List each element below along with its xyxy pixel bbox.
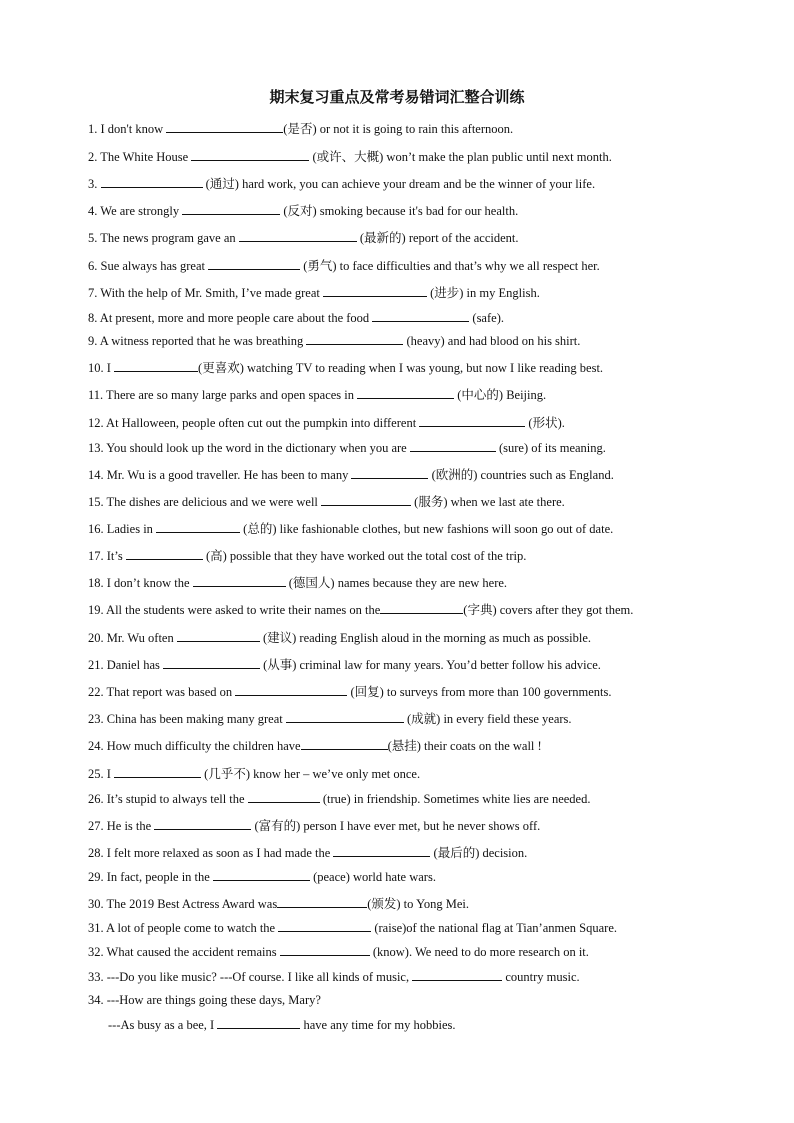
question-text-before: 9. A witness reported that he was breathing [88,334,307,348]
question-28 [88,843,527,861]
question-text-after: (回复) to surveys from more than 100 governments. [347,685,612,699]
answer-blank[interactable] [286,711,404,723]
question-5 [88,228,519,246]
question-text-before: 17. It’s [88,549,126,563]
answer-blank[interactable] [163,657,260,669]
question-text-after: (反对) smoking because it's bad for our health. [280,204,519,218]
question-text-after: (中心的) Beijing. [454,388,547,402]
question-text-after: (safe). [469,311,504,325]
question-text-before: 34. ---How are things going these days, Mary? [88,993,321,1007]
answer-blank[interactable] [351,467,428,479]
question-text-before: 30. The 2019 Best Actress Award was [88,897,278,911]
question-text-after: country music. [502,970,580,984]
question-18 [88,573,507,591]
question-text-before: 2. The White House [88,150,192,164]
question-text-after: (peace) world hate wars. [309,870,436,884]
question-text-before: 27. He is the [88,819,155,833]
question-text-before: 14. Mr. Wu is a good traveller. He has been to many [88,468,352,482]
answer-blank[interactable] [323,285,427,297]
question-text-after: (建议) reading English aloud in the morning as much as possible. [259,631,592,645]
answer-blank[interactable] [278,920,371,932]
question-27 [88,816,540,834]
question-text-after: (颁发) to Yong Mei. [367,897,469,911]
question-text-before: 33. ---Do you like music? ---Of course. I like all kinds of music, [88,970,413,984]
answer-blank[interactable] [248,791,320,803]
question-text-before: 15. The dishes are delicious and we were well [88,495,322,509]
question-text-after: (总的) like fashionable clothes, but new fashions will soon go out of date. [240,522,614,536]
question-1 [88,119,513,137]
question-text-before: 7. With the help of Mr. Smith, I’ve made great [88,286,323,300]
question-24 [88,736,542,754]
answer-blank[interactable] [239,230,357,242]
question-17 [88,546,526,564]
question-14 [88,465,614,483]
question-text-after: (勇气) to face difficulties and that’s why we all respect her. [300,259,600,273]
question-25 [88,764,420,782]
question-text-before: 29. In fact, people in the [88,870,213,884]
question-7 [88,283,540,301]
question-19 [88,600,633,618]
answer-blank[interactable] [154,818,251,830]
question-text-after: (know). We need to do more research on it. [369,945,589,959]
question-33 [88,969,580,985]
question-text-before: 13. You should look up the word in the dictionary when you are [88,441,410,455]
question-text-before: 23. China has been making many great [88,712,286,726]
question-text-before: 21. Daniel has [88,658,163,672]
question-text-after: (成就) in every field these years. [403,712,572,726]
question-text-before: 4. We are strongly [88,204,183,218]
question-text-after: (德国人) names because they are new here. [285,576,508,590]
answer-blank[interactable] [166,121,283,133]
answer-blank[interactable] [301,738,388,750]
answer-blank[interactable] [182,203,280,215]
question-text-before: 22. That report was based on [88,685,236,699]
question-text-before: 10. I [88,361,115,375]
question-text-after: (字典) covers after they got them. [463,603,634,617]
answer-blank[interactable] [333,845,430,857]
answer-blank[interactable] [177,630,260,642]
question-32 [88,944,589,960]
question-text-after: (更喜欢) watching TV to reading when I was young, but now I like reading best. [198,361,604,375]
question-text-after: (从事) criminal law for many years. You’d better follow his advice. [259,658,601,672]
question-2 [88,147,612,165]
question-text-after: (sure) of its meaning. [495,441,606,455]
question-text-after: (或许、大概) won’t make the plan public until next month. [309,150,612,164]
answer-blank[interactable] [280,944,370,956]
question-12 [88,413,565,431]
answer-blank[interactable] [101,176,203,188]
answer-blank[interactable] [114,766,201,778]
question-text-before: 26. It’s stupid to always tell the [88,792,248,806]
answer-blank[interactable] [372,310,469,322]
answer-blank[interactable] [380,602,463,614]
question-30 [88,894,469,912]
answer-blank[interactable] [277,896,367,908]
answer-blank[interactable] [357,387,454,399]
question-26 [88,791,590,807]
question-15 [88,492,565,510]
question-text-after: (进步) in my English. [426,286,540,300]
question-text-after: have any time for my hobbies. [300,1018,456,1032]
question-34b [108,1017,456,1033]
question-text-before: 16. Ladies in [88,522,157,536]
question-text-after: (通过) hard work, you can achieve your dream and be the winner of your life. [202,177,596,191]
question-text-before: 31. A lot of people come to watch the [88,921,279,935]
question-8 [88,310,504,326]
question-29 [88,869,436,885]
question-23 [88,709,572,727]
question-text-after: (最后的) decision. [430,846,528,860]
answer-blank[interactable] [419,415,525,427]
question-text-after: (true) in friendship. Sometimes white lies are needed. [319,792,591,806]
question-text-before: 11. There are so many large parks and open spaces in [88,388,358,402]
question-text-before: 6. Sue always has great [88,259,209,273]
question-text-before: 20. Mr. Wu often [88,631,177,645]
question-text-after: (形状). [525,416,565,430]
answer-blank[interactable] [217,1017,300,1029]
question-text-before: 1. I don't know [88,122,167,136]
answer-blank[interactable] [191,149,309,161]
question-text-after: (raise)of the national flag at Tian’anmen Square. [371,921,617,935]
answer-blank[interactable] [126,548,203,560]
question-text-before: 3. [88,177,101,191]
question-3 [88,174,595,192]
question-text-after: (服务) when we last ate there. [411,495,565,509]
answer-blank[interactable] [114,360,198,372]
answer-blank[interactable] [412,969,502,981]
question-text-before: 5. The news program gave an [88,231,239,245]
answer-blank[interactable] [193,575,286,587]
question-text-before: 8. At present, more and more people care about the food [88,311,373,325]
question-text-before: 24. How much difficulty the children have [88,739,301,753]
question-20 [88,628,591,646]
question-22 [88,682,612,700]
question-21 [88,655,601,673]
question-text-after: (是否) or not it is going to rain this afternoon. [283,122,514,136]
question-16 [88,519,613,537]
question-text-before: ---As busy as a bee, I [108,1018,218,1032]
question-text-after: (高) possible that they have worked out the total cost of the trip. [202,549,527,563]
question-text-before: 25. I [88,767,115,781]
question-13 [88,440,606,456]
question-31 [88,920,617,936]
question-10 [88,358,603,376]
question-text-before: 12. At Halloween, people often cut out the pumpkin into different [88,416,420,430]
question-text-after: (heavy) and had blood on his shirt. [403,334,581,348]
question-text-before: 28. I felt more relaxed as soon as I had made the [88,846,334,860]
answer-blank[interactable] [306,333,403,345]
answer-blank[interactable] [213,869,310,881]
question-34 [88,993,321,1008]
answer-blank[interactable] [321,494,411,506]
question-text-after: (最新的) report of the accident. [356,231,519,245]
question-6 [88,256,600,274]
question-4 [88,201,518,219]
question-9 [88,333,580,349]
question-text-after: (富有的) person I have ever met, but he never shows off. [251,819,541,833]
answer-blank[interactable] [156,521,240,533]
answer-blank[interactable] [235,684,347,696]
question-text-after: (欧洲的) countries such as England. [428,468,614,482]
page-title: 期末复习重点及常考易错词汇整合训练 [269,88,525,106]
question-text-after: (几乎不) know her – we’ve only met once. [201,767,421,781]
answer-blank[interactable] [208,258,300,270]
question-text-after: (悬挂) their coats on the wall ! [387,739,542,753]
question-11 [88,385,546,403]
question-text-before: 32. What caused the accident remains [88,945,280,959]
question-text-before: 19. All the students were asked to write their names on the [88,603,381,617]
answer-blank[interactable] [410,440,496,452]
question-text-before: 18. I don’t know the [88,576,193,590]
